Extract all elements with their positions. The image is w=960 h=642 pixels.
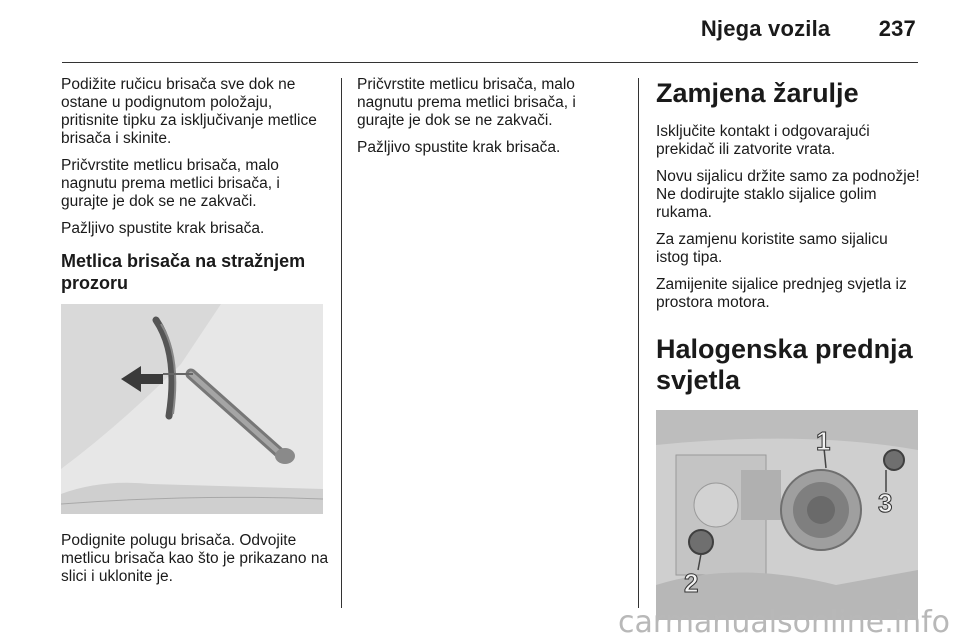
section-heading: Metlica brisača na stražnjem prozoru: [61, 251, 306, 293]
page-number: 237: [878, 16, 916, 41]
column-2: [357, 76, 627, 166]
column-1: [61, 76, 331, 595]
column-3: [656, 76, 924, 638]
callout-1: 1: [816, 426, 831, 456]
section-heading: Halogenska prednja svjetla: [656, 334, 913, 395]
paragraph: Novu sijalicu držite samo za podnožje! Ne dodirujte staklo sijalice golim rukama.: [656, 168, 920, 221]
section-heading: Zamjena žarulje: [656, 78, 859, 108]
header-rule: [62, 62, 918, 63]
headlight-illustration: [656, 410, 918, 620]
paragraph: Pažljivo spustite krak brisača.: [61, 220, 265, 237]
rear-wiper-illustration: [61, 304, 323, 514]
paragraph: Pažljivo spustite krak brisača.: [357, 139, 561, 156]
column-divider-2: [638, 78, 639, 608]
paragraph: Podignite polugu brisača. Odvojite metlicu brisača kao što je prikazano na slici i uklonite je.: [61, 532, 329, 585]
paragraph: Za zamjenu koristite samo sijalicu istog tipa.: [656, 231, 888, 266]
paragraph: Pričvrstite metlicu brisača, malo nagnutu prema metlici brisača, i gurajte je dok se ne zakvači.: [61, 157, 280, 210]
chapter-title: Njega vozila: [700, 16, 831, 41]
column-divider-1: [341, 78, 342, 608]
paragraph: Pričvrstite metlicu brisača, malo nagnutu prema metlici brisača, i gurajte je dok se ne zakvači.: [357, 76, 576, 129]
callout-2: 2: [684, 568, 699, 598]
paragraph: Podižite ručicu brisača sve dok ne ostane u podignutom položaju, pritisnite tipku za isključivanje metlice brisača i skinite.: [61, 76, 317, 147]
paragraph: Isključite kontakt i odgovarajući prekidač ili zatvorite vrata.: [656, 123, 870, 158]
paragraph: Zamijenite sijalice prednjeg svjetla iz prostora motora.: [656, 276, 907, 311]
callout-3: 3: [878, 488, 893, 518]
page-header: [701, 16, 916, 42]
watermark: carmanualsonline.info: [618, 605, 950, 640]
